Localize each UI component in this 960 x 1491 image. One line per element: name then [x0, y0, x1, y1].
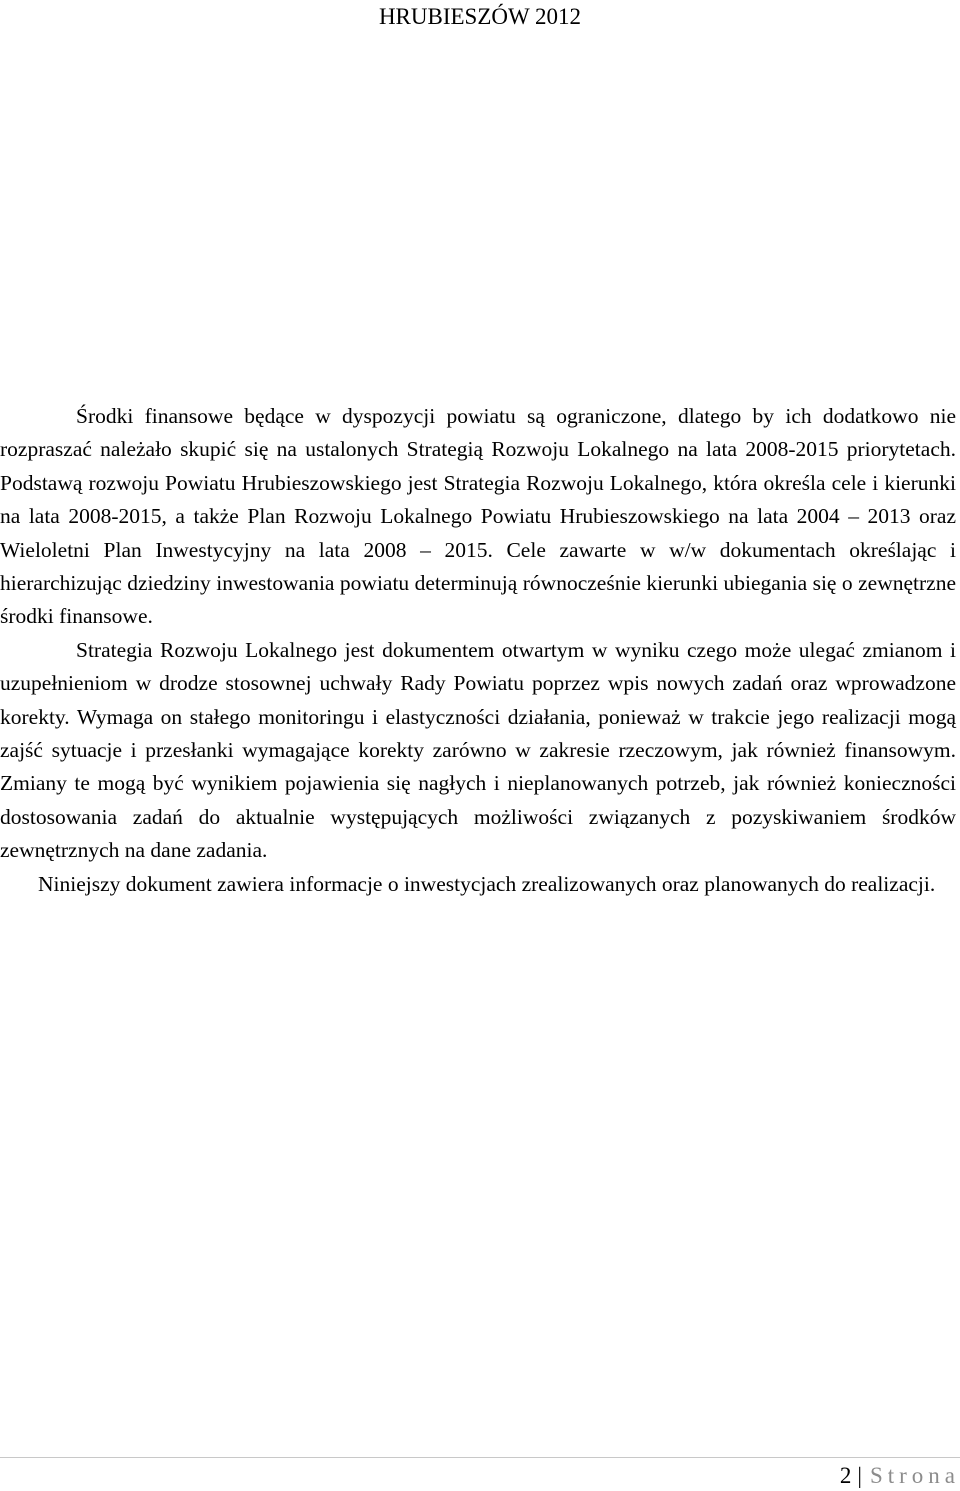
- page-number: 2: [839, 1463, 852, 1488]
- page-header-title: HRUBIESZÓW 2012: [378, 4, 582, 29]
- paragraph-strategy-changes: Strategia Rozwoju Lokalnego jest dokumentem otwartym w wyniku czego może ulegać zmianom i uzupełnieniom w drodze stosownej uchwały Rady Powiatu poprzez wpis nowych zadań oraz wprowadzone korekty. Wymaga on stałego monitoringu i elastyczności działania, ponieważ w trakcie jego realizacji mogą zajść sytuacje i przesłanki wymagające korekty zarówno w zakresie rzeczowym, jak również finansowym. Zmiany te mogą być wynikiem pojawienia się nagłych i nieplanowanych potrzeb, jak również konieczności dostosowania zadań do aktualnie występujących możliwości związanych z pozyskiwaniem środków zewnętrznych na dane zadania.: [0, 637, 956, 863]
- footer-separator: |: [857, 1463, 862, 1488]
- document-body: [0, 400, 956, 901]
- page-footer: [840, 1462, 960, 1490]
- paragraph-document-scope: Niniejszy dokument zawiera informacje o inwestycjach zrealizowanych oraz planowanych do realizacji.: [38, 871, 936, 896]
- page-word: Strona: [869, 1463, 960, 1488]
- paragraph-funding-strategy: Środki finansowe będące w dyspozycji powiatu są ograniczone, dlatego by ich dodatkowo nie rozpraszać należało skupić się na ustalonych Strategią Rozwoju Lokalnego na lata 2008-2015 priorytetach. Podstawą rozwoju Powiatu Hrubieszowskiego jest Strategia Rozwoju Lokalnego, która określa cele i kierunki na lata 2008-2015, a także Plan Rozwoju Lokalnego Powiatu Hrubieszowskiego na lata 2004 – 2013 oraz Wieloletni Plan Inwestycyjny na lata 2008 – 2015. Cele zawarte w w/w dokumentach określając i hierarchizując dziedziny inwestowania powiatu determinują równocześnie kierunki ubiegania się o zewnętrzne środki finansowe.: [0, 404, 956, 629]
- footer-divider: [0, 1457, 960, 1458]
